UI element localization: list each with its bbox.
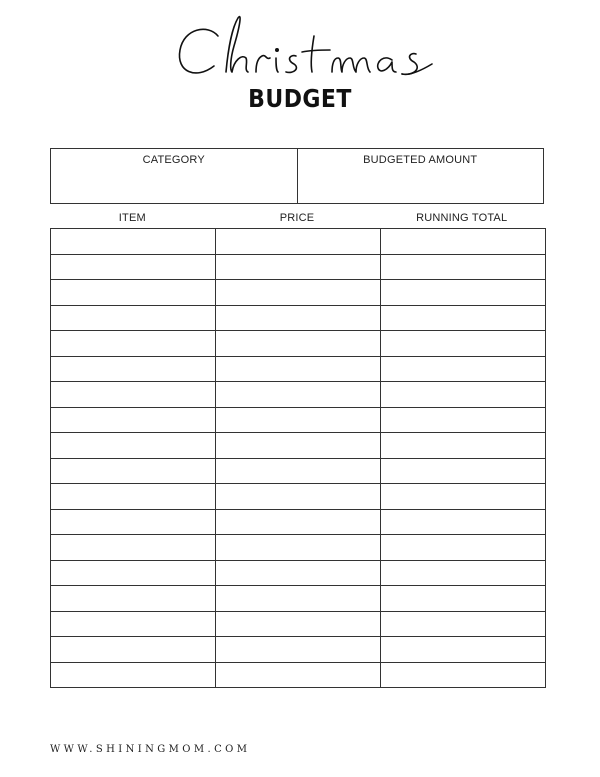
category-budget-summary <box>50 148 544 204</box>
item-cell[interactable] <box>51 535 216 561</box>
running-total-cell[interactable] <box>381 280 546 306</box>
running-total-cell[interactable] <box>381 611 546 637</box>
running-total-cell[interactable] <box>381 382 546 408</box>
item-cell[interactable] <box>51 382 216 408</box>
price-cell[interactable] <box>216 382 381 408</box>
item-cell[interactable] <box>51 433 216 459</box>
category-label: CATEGORY <box>142 154 205 166</box>
ledger-column-headers <box>50 212 544 224</box>
price-cell[interactable] <box>216 305 381 331</box>
table-row <box>51 535 546 561</box>
table-row <box>51 560 546 586</box>
price-cell[interactable] <box>216 229 381 255</box>
running-total-cell[interactable] <box>381 458 546 484</box>
price-cell[interactable] <box>216 637 381 663</box>
running-total-cell[interactable] <box>381 586 546 612</box>
running-total-cell[interactable] <box>381 637 546 663</box>
item-cell[interactable] <box>51 305 216 331</box>
item-cell[interactable] <box>51 407 216 433</box>
script-title-logo <box>170 10 440 95</box>
table-row <box>51 586 546 612</box>
price-cell[interactable] <box>216 254 381 280</box>
table-row <box>51 458 546 484</box>
table-row <box>51 611 546 637</box>
running-total-cell[interactable] <box>381 254 546 280</box>
table-row <box>51 484 546 510</box>
running-total-cell[interactable] <box>381 509 546 535</box>
running-total-cell[interactable] <box>381 229 546 255</box>
item-cell[interactable] <box>51 458 216 484</box>
table-row <box>51 280 546 306</box>
website-footer: WWW.SHININGMOM.COM <box>50 744 251 755</box>
item-cell[interactable] <box>51 484 216 510</box>
running-total-cell[interactable] <box>381 331 546 357</box>
budgeted-amount-label: BUDGETED AMOUNT <box>363 154 478 166</box>
running-total-cell[interactable] <box>381 356 546 382</box>
price-cell[interactable] <box>216 484 381 510</box>
item-cell[interactable] <box>51 662 216 688</box>
item-cell[interactable] <box>51 254 216 280</box>
price-cell[interactable] <box>216 458 381 484</box>
price-cell[interactable] <box>216 433 381 459</box>
price-cell[interactable] <box>216 535 381 561</box>
price-cell[interactable] <box>216 611 381 637</box>
table-row <box>51 662 546 688</box>
table-row <box>51 229 546 255</box>
item-cell[interactable] <box>51 280 216 306</box>
price-cell[interactable] <box>216 280 381 306</box>
price-cell[interactable] <box>216 560 381 586</box>
table-row <box>51 305 546 331</box>
item-cell[interactable] <box>51 586 216 612</box>
running-total-cell[interactable] <box>381 662 546 688</box>
item-cell[interactable] <box>51 560 216 586</box>
item-column-header: ITEM <box>118 212 146 224</box>
running-total-cell[interactable] <box>381 560 546 586</box>
item-cell[interactable] <box>51 509 216 535</box>
budget-ledger-table <box>50 228 546 688</box>
budgeted-amount-field[interactable] <box>297 149 544 203</box>
table-row <box>51 254 546 280</box>
price-cell[interactable] <box>216 356 381 382</box>
running-total-cell[interactable] <box>381 484 546 510</box>
running-total-column-header: RUNNING TOTAL <box>416 212 508 224</box>
item-cell[interactable] <box>51 331 216 357</box>
price-column-header: PRICE <box>279 212 315 224</box>
item-cell[interactable] <box>51 229 216 255</box>
table-row <box>51 331 546 357</box>
table-row <box>51 407 546 433</box>
budget-subtitle: BUDGET <box>248 84 352 113</box>
price-cell[interactable] <box>216 407 381 433</box>
category-field[interactable] <box>51 149 297 203</box>
running-total-cell[interactable] <box>381 535 546 561</box>
price-cell[interactable] <box>216 331 381 357</box>
running-total-cell[interactable] <box>381 433 546 459</box>
running-total-cell[interactable] <box>381 305 546 331</box>
item-cell[interactable] <box>51 611 216 637</box>
price-cell[interactable] <box>216 586 381 612</box>
price-cell[interactable] <box>216 662 381 688</box>
table-row <box>51 637 546 663</box>
table-row <box>51 382 546 408</box>
running-total-cell[interactable] <box>381 407 546 433</box>
price-cell[interactable] <box>216 509 381 535</box>
table-row <box>51 433 546 459</box>
item-cell[interactable] <box>51 637 216 663</box>
item-cell[interactable] <box>51 356 216 382</box>
table-row <box>51 509 546 535</box>
table-row <box>51 356 546 382</box>
